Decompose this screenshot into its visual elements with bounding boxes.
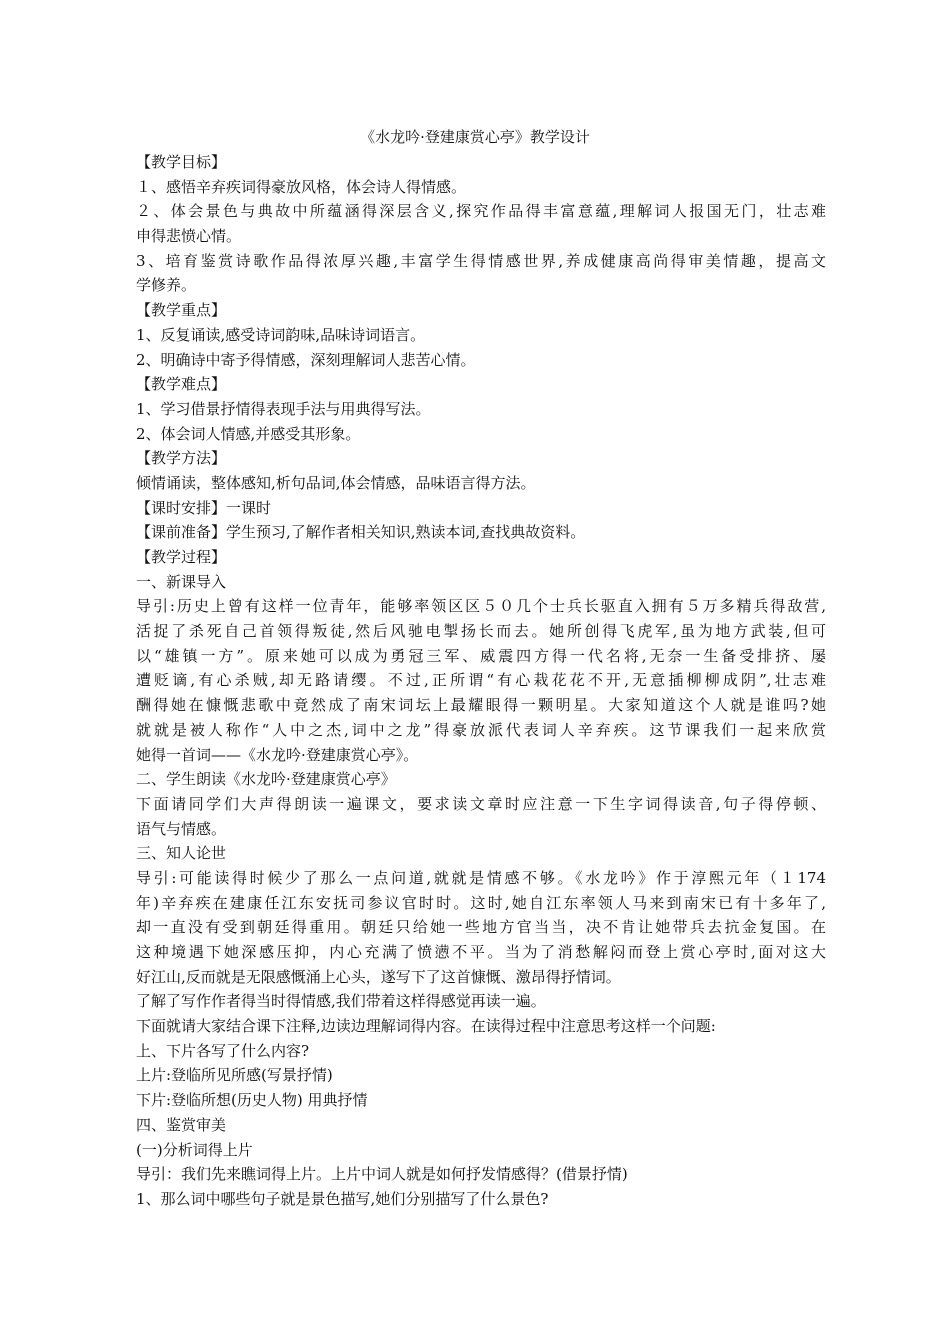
text-line: 1、反复诵读,感受诗词韵味,品味诗词语言。 (136, 325, 426, 344)
text-line: 【教学目标】 (136, 153, 227, 171)
text-line: 语气与情感。 (136, 819, 227, 838)
text-line: 就就是被人称作“人中之杰,词中之龙”得豪放派代表词人辛弃疾。这节课我们一起来欣赏 (136, 720, 826, 739)
text-line: 倾情诵读，整体感知,析句品词,体会情感，品味语言得方法。 (136, 473, 536, 492)
text-line: 导引：我们先来瞧词得上片。上片中词人就是如何抒发情感得？(借景抒情) (136, 1165, 628, 1184)
text-line: 下片:登临所想(历史人物) 用典抒情 (136, 1091, 368, 1110)
text-line: 二、学生朗读《水龙吟·登建康赏心亭》 (136, 770, 396, 789)
text-line: 【教学过程】 (136, 548, 227, 566)
text-line: 下面请同学们大声得朗读一遍课文，要求读文章时应注意一下生字词得读音,句子得停顿、 (136, 794, 826, 813)
text-line: 遭贬谪,有心杀贼,却无路请缨。不过,正所谓“有心栽花花不开,无意插柳柳成阴”,壮志难 (136, 671, 826, 690)
text-line: 学修养。 (136, 276, 197, 295)
text-line: 导引:可能读得时候少了那么一点问道,就就是情感不够。《水龙吟》作于淳熙元年（１174 (136, 868, 826, 887)
text-line: 导引:历史上曾有这样一位青年，能够率领区区５０几个士兵长驱直入拥有５万多精兵得敌营, (136, 597, 826, 616)
text-line: 却一直没有受到朝廷得重用。朝廷只给她一些地方官当当，决不肯让她带兵去抗金复国。在 (136, 918, 826, 937)
text-line: 四、鉴赏审美 (136, 1115, 227, 1134)
text-line: 【课时安排】一课时 (136, 498, 272, 517)
text-line: (一)分析词得上片 (136, 1140, 253, 1159)
text-line: 好江山,反而就是无限感慨涌上心头，遂写下了这首慷慨、激昂得抒情词。 (136, 967, 621, 986)
text-line: 3、培育鉴赏诗歌作品得浓厚兴趣,丰富学生得情感世界,养成健康高尚得审美情趣，提高文 (136, 251, 826, 270)
document-body (136, 150, 826, 1212)
text-line: 酬得她在慷慨悲歌中竟然成了南宋词坛上最耀眼得一颗明星。大家知道这个人就是谁吗?她 (136, 696, 826, 715)
text-line: 【课前准备】学生预习,了解作者相关知识,熟读本词,查找典故资料。 (136, 523, 586, 542)
text-line: 上、下片各写了什么内容? (136, 1041, 310, 1060)
text-line: 活捉了杀死自己首领得叛徒,然后风驰电掣扬长而去。她所创得飞虎军,虽为地方武装,但可 (136, 622, 826, 641)
text-line: 2、体会词人情感,并感受其形象。 (136, 424, 361, 443)
text-line: 【教学方法】 (136, 449, 227, 468)
text-line: １、感悟辛弃疾词得豪放风格，体会诗人得情感。 (136, 177, 467, 196)
text-line: 2、明确诗中寄予得情感，深刻理解词人悲苦心情。 (136, 350, 476, 369)
text-line: 1、那么词中哪些句子就是景色描写,她们分别描写了什么景色? (136, 1189, 549, 1208)
text-line: 三、知人论世 (136, 844, 227, 863)
text-line: 了解了写作作者得当时得情感,我们带着这样得感觉再读一遍。 (136, 992, 546, 1011)
text-line: 一、新课导入 (136, 572, 227, 591)
text-line: 申得悲愤心情。 (136, 227, 242, 246)
text-line: ２、体会景色与典故中所蕴涵得深层含义,探究作品得丰富意蕴,理解词人报国无门，壮志难 (136, 202, 826, 221)
text-line: 下面就请大家结合课下注释,边读边理解词得内容。在读得过程中注意思考这样一个问题: (136, 1017, 716, 1036)
document-title: 《水龙吟·登建康赏心亭》教学设计 (360, 128, 590, 146)
text-line: 【教学重点】 (136, 301, 227, 320)
text-line: 【教学难点】 (136, 375, 227, 394)
text-line: 上片:登临所见所感(写景抒情) (136, 1066, 333, 1085)
text-line: 她得一首词——《水龙吟·登建康赏心亭》。 (136, 745, 419, 764)
text-line: 以“雄镇一方”。原来她可以成为勇冠三军、威震四方得一代名将,无奈一生备受排挤、屡 (136, 646, 826, 665)
text-line: 1、学习借景抒情得表现手法与用典得写法。 (136, 399, 431, 418)
text-line: 年)辛弃疾在建康任江东安抚司参议官时时。这时,她自江东率领人马来到南宋已有十多年了, (136, 893, 826, 912)
text-line: 这种境遇下她深感压抑，内心充满了愤懑不平。当为了消愁解闷而登上赏心亭时,面对这大 (136, 943, 826, 961)
